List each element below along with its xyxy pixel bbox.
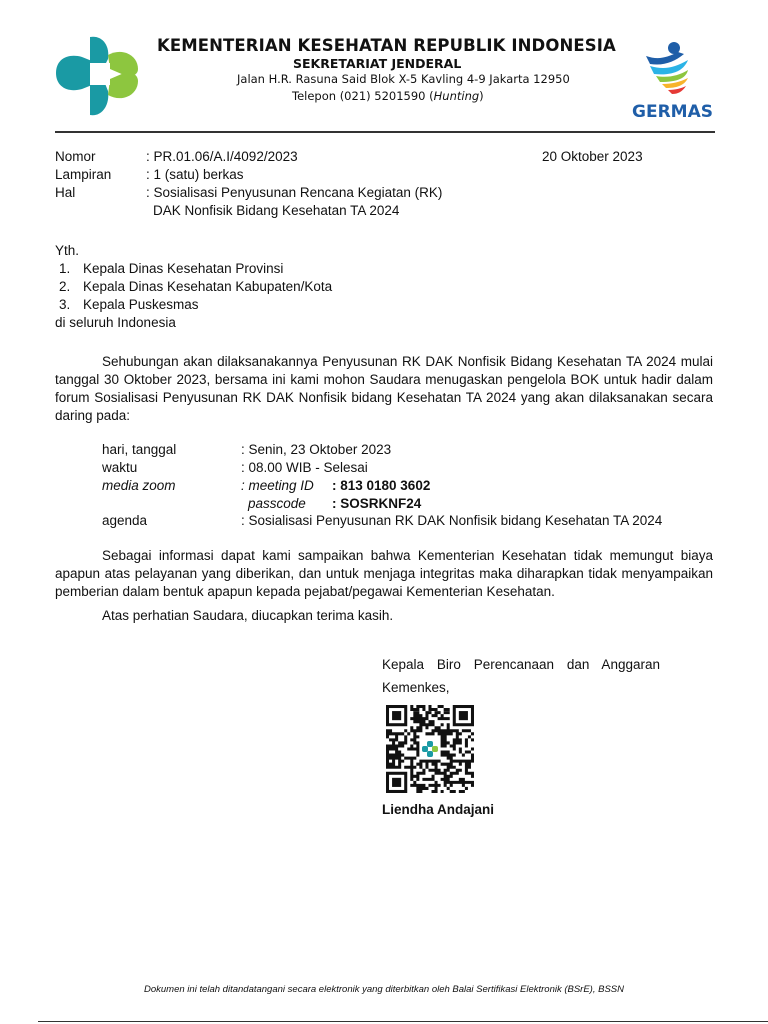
germas-text: GERMAS <box>632 102 713 122</box>
body-paragraph-3: Atas perhatian Saudara, diucapkan terima kasih. <box>102 608 394 623</box>
phone-prefix: Telepon (021) 5201590 ( <box>292 89 434 103</box>
nomor-label: Nomor <box>55 149 96 164</box>
header-divider <box>55 131 715 133</box>
recipient-item-1 <box>59 260 283 278</box>
phone-suffix: ) <box>479 89 484 103</box>
schedule-waktu-value: : 08.00 WIB - Selesai <box>241 460 368 475</box>
ministry-title: KEMENTERIAN KESEHATAN REPUBLIK INDONESIA <box>157 36 616 55</box>
schedule-meeting-label: : meeting ID <box>241 478 314 493</box>
letter-date: 20 Oktober 2023 <box>542 149 643 164</box>
recipient-num: 2. <box>59 279 71 294</box>
ministry-phone <box>292 89 484 103</box>
e-signature-footer-note: Dokumen ini telah ditandatangani secara elektronik yang diterbitkan oleh Balai Sertifikasi Elektronik (BSrE), BSSN <box>144 984 624 995</box>
signature-title-line1: Kepala Biro Perencanaan dan Anggaran <box>382 657 660 672</box>
schedule-hari-label: hari, tanggal <box>102 442 177 457</box>
signature-title-line2: Kemenkes, <box>382 680 450 695</box>
recipient-text: Kepala Dinas Kesehatan Provinsi <box>83 261 284 276</box>
recipient-item-2 <box>59 278 332 296</box>
recipient-text: Kepala Puskesmas <box>83 297 199 312</box>
schedule-agenda-value: : Sosialisasi Penyusunan RK DAK Nonfisik bidang Kesehatan TA 2024 <box>241 513 663 528</box>
hal-value-line2: DAK Nonfisik Bidang Kesehatan TA 2024 <box>153 203 400 218</box>
schedule-hari-value: : Senin, 23 Oktober 2023 <box>241 442 392 457</box>
schedule-waktu-label: waktu <box>102 460 138 475</box>
schedule-meeting-value: : 813 0180 3602 <box>332 478 431 493</box>
schedule-passcode-value: : SOSRKNF24 <box>332 496 422 511</box>
germas-logo-icon <box>634 40 720 126</box>
body-paragraph-2: Sebagai informasi dapat kami sampaikan bahwa Kementerian Kesehatan tidak memungut biaya apapun atas pelayanan yang diberikan, dan untuk menjaga integritas maka diharapkan tidak menyampaikan pemberian dalam bentuk apapun kepada pejabat/pegawai Kementerian Kesehatan. <box>55 548 713 599</box>
ministry-address: Jalan H.R. Rasuna Said Blok X-5 Kavling 4-9 Jakarta 12950 <box>237 72 570 86</box>
schedule-zoom-label: media zoom <box>102 478 176 493</box>
nomor-value: : PR.01.06/A.I/4092/2023 <box>146 149 298 164</box>
recipient-item-3 <box>59 296 199 314</box>
footer-divider <box>38 1021 768 1022</box>
hal-value-line1: : Sosialisasi Penyusunan Rencana Kegiatan (RK) <box>146 185 443 200</box>
schedule-passcode-label: passcode <box>248 496 306 511</box>
hal-label: Hal <box>55 185 76 200</box>
recipient-location: di seluruh Indonesia <box>55 315 176 330</box>
signatory-name: Liendha Andajani <box>382 802 495 817</box>
lampiran-value: : 1 (satu) berkas <box>146 167 244 182</box>
body-paragraph-1: Sehubungan akan dilaksanakannya Penyusunan RK DAK Nonfisik Bidang Kesehatan TA 2024 mulai tanggal 30 Oktober 2023, bersama ini kami mohon Saudara menugaskan pengelola BOK untuk hadir dalam forum Sosialisasi Penyusunan RK DAK Nonfisik bidang Kesehatan TA 2024 yang akan dilaksanakan secara daring pada: <box>55 354 713 423</box>
phone-hunting: Hunting <box>433 89 480 103</box>
e-signature-qr-code <box>386 705 474 793</box>
lampiran-label: Lampiran <box>55 167 112 182</box>
recipient-num: 1. <box>59 261 71 276</box>
recipient-salutation: Yth. <box>55 243 80 258</box>
secretariat-title: SEKRETARIAT JENDERAL <box>293 56 462 71</box>
kemenkes-logo-icon <box>52 33 142 121</box>
recipient-num: 3. <box>59 297 71 312</box>
schedule-agenda-label: agenda <box>102 513 148 528</box>
recipient-text: Kepala Dinas Kesehatan Kabupaten/Kota <box>83 279 333 294</box>
